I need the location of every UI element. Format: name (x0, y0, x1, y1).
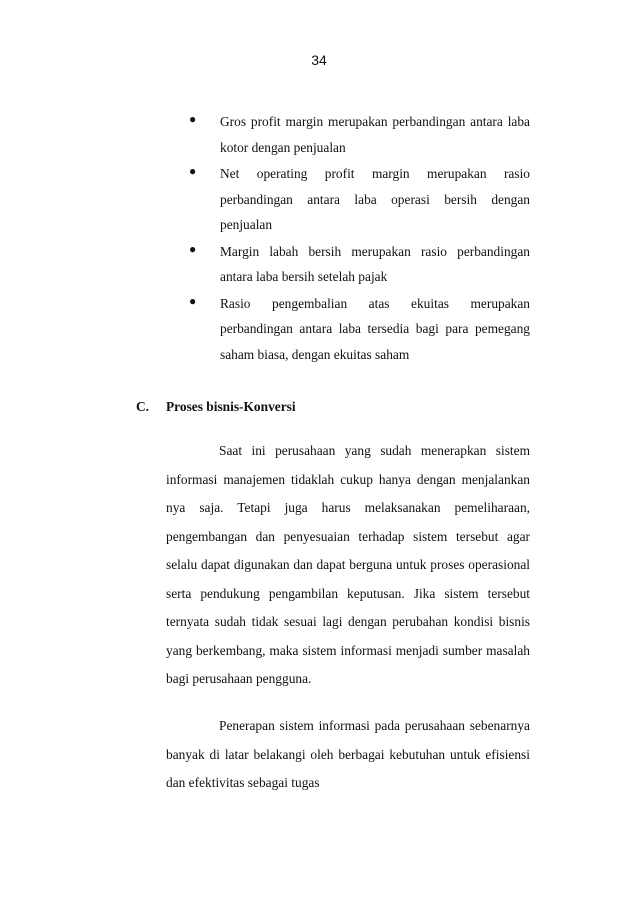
list-item (184, 291, 530, 368)
bullet-icon: ● (189, 112, 197, 126)
paragraph: Penerapan sistem informasi pada perusahaan sebenarnya banyak di latar belakangi oleh berbagai kebutuhan untuk efisiensi dan efektivitas sebagai tugas (166, 718, 530, 790)
bullet-text: Margin labah bersih merupakan rasio perbandingan antara laba bersih setelah pajak (220, 243, 530, 284)
page-number: 34 (311, 52, 327, 68)
paragraph: Saat ini perusahaan yang sudah menerapkan sistem informasi manajemen tidaklah cukup hanya dengan menjalankan nya saja. Tetapi juga harus melaksanakan pemeliharaan, pengembangan dan penyesuaian terhadap sistem tersebut agar selalu dapat digunakan dan dapat berguna untuk proses operasional serta pendukung pengambilan keputusan. Jika sistem tersebut ternyata sudah tidak sesuai lagi dengan perubahan kondisi bisnis yang berkembang, maka sistem informasi menjadi sumber masalah bagi perusahaan pengguna. (166, 443, 530, 686)
list-item (184, 239, 530, 290)
bullet-list (184, 109, 530, 368)
section-letter: C. (136, 399, 150, 414)
section-title: Proses bisnis-Konversi (166, 399, 296, 414)
section-heading (136, 399, 296, 415)
bullet-icon: ● (189, 164, 197, 178)
list-item (184, 161, 530, 238)
bullet-icon: ● (189, 241, 197, 256)
bullet-text: Gros profit margin merupakan perbandingan antara laba kotor dengan penjualan (220, 114, 530, 155)
bullet-text: Net operating profit margin merupakan rasio perbandingan antara laba operasi bersih dengan penjualan (220, 166, 530, 232)
list-item (184, 109, 530, 160)
bullet-text: Rasio pengembalian atas ekuitas merupakan perbandingan antara laba tersedia bagi para pemegang saham biasa, dengan ekuitas saham (220, 295, 530, 362)
bullet-icon: ● (189, 293, 197, 308)
